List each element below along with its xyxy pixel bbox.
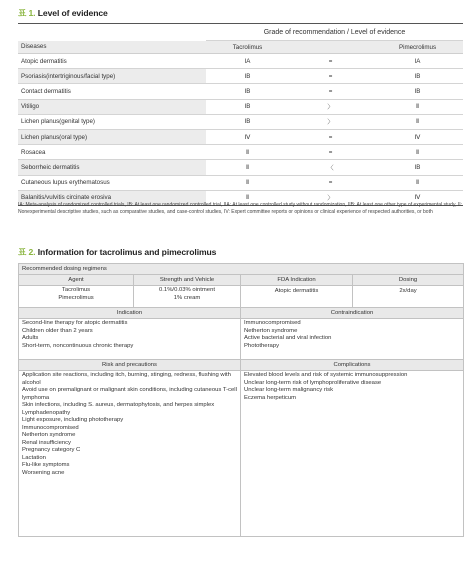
table1-title-number: 표 1. — [18, 8, 36, 18]
disease-cell: Psoriasis(intertriginous/facial type) — [18, 69, 206, 84]
table-row — [18, 99, 463, 114]
disease-cell: Cutaneous lupus erythematosus — [18, 175, 206, 190]
tacrolimus-cell: IB — [206, 84, 289, 99]
pimecrolimus-cell: Ⅳ — [372, 129, 463, 144]
list-item: Immunocompromised — [244, 320, 301, 326]
evidence-table — [18, 23, 463, 206]
complications-list — [241, 371, 464, 537]
list-item: Pregnancy category C — [22, 447, 81, 453]
col-agent: Agent — [19, 275, 134, 286]
list-item: Light exposure, including phototherapy — [22, 417, 124, 423]
dosing-cell: 2x/day — [353, 286, 464, 308]
table-row — [18, 175, 463, 190]
agent-name: Pimecrolimus — [58, 294, 94, 301]
tacrolimus-cell: Ⅱ — [206, 175, 289, 190]
list-item: Adults — [22, 335, 39, 341]
comparison-cell: 〉 — [289, 99, 372, 114]
table-row — [18, 160, 463, 175]
risk-header-row — [19, 360, 464, 371]
dosing-section-header: Recommended dosing regimens — [19, 264, 464, 275]
pimecrolimus-cell: Ⅱ — [372, 99, 463, 114]
col-diseases: Diseases — [18, 41, 206, 54]
pimecrolimus-cell: Ⅳ — [372, 190, 463, 205]
disease-cell: Balanitis/vulvitis circinate erosiva — [18, 190, 206, 205]
indication-list — [19, 319, 241, 360]
pimecrolimus-cell: IA — [372, 54, 463, 69]
list-item: Lymphadenopathy — [22, 409, 71, 416]
disease-cell: Seborrheic dermatitis — [18, 160, 206, 175]
tacrolimus-cell: Ⅱ — [206, 190, 289, 205]
evidence-table-blank-cell — [18, 24, 206, 41]
pimecrolimus-cell: IB — [372, 84, 463, 99]
table-row — [18, 84, 463, 99]
indication-row — [19, 319, 464, 360]
list-item: Phototherapy — [244, 342, 280, 349]
pimecrolimus-cell: IB — [372, 160, 463, 175]
list-item: Unclear long-term malignancy risk — [244, 387, 334, 393]
col-fda-indication: FDA Indication — [241, 275, 353, 286]
col-dosing: Dosing — [353, 275, 464, 286]
table2-title-text: Information for tacrolimus and pimecrolimus — [37, 247, 217, 257]
disease-cell: Lichen planus(oral type) — [18, 129, 206, 144]
pimecrolimus-cell: IB — [372, 69, 463, 84]
drug-information-table — [18, 263, 464, 537]
evidence-table-group-header-row — [18, 24, 463, 41]
comparison-cell: 〉 — [289, 190, 372, 205]
table1-title — [18, 7, 108, 19]
table-row — [18, 54, 463, 69]
table1-title-text: Level of evidence — [37, 8, 108, 18]
list-item: Second-line therapy for atopic dermatitis — [22, 320, 128, 326]
table-row — [18, 69, 463, 84]
list-item: Netherton syndrome — [22, 432, 76, 438]
list-item: Netherton syndrome — [244, 327, 298, 334]
col-compare — [289, 41, 372, 54]
col-strength: Strength and Vehicle — [134, 275, 241, 286]
strength-value: 0.1%/0.03% ointment — [159, 287, 215, 293]
strength-cell — [134, 286, 241, 308]
agent-cell — [19, 286, 134, 308]
comparison-cell: = — [289, 145, 372, 160]
table2-title — [18, 246, 216, 258]
table-row — [18, 114, 463, 129]
disease-cell: Rosacea — [18, 145, 206, 160]
pimecrolimus-cell: Ⅱ — [372, 114, 463, 129]
list-item: Renal insufficiency — [22, 439, 72, 446]
comparison-cell: 〉 — [289, 114, 372, 129]
complications-header: Complications — [241, 360, 464, 371]
table-row — [18, 145, 463, 160]
list-item: Flu-like symptoms — [22, 462, 70, 468]
comparison-cell: = — [289, 175, 372, 190]
tacrolimus-cell: Ⅱ — [206, 160, 289, 175]
strength-value: 1% cream — [173, 294, 201, 301]
list-item: Skin infections, including S. aureus, dermatophytosis, and herpes simplex — [22, 402, 215, 408]
evidence-table-footnote: IA: Meta-analysis of randomized controlled trials, IB: At least one randomized controlled trial, IIA: At least one controlled study without randomization, IIB: At least one other type of experimental study, II: Nonexperimental descriptive studies, such as comparative studies, and case-control studies, IV: Expert committee reports or opinions or clinical experience of respected authorities, or both — [18, 202, 463, 216]
list-item: Children older than 2 years — [22, 327, 93, 334]
comparison-cell: = — [289, 69, 372, 84]
table2-title-number: 표 2. — [18, 247, 36, 257]
comparison-cell: = — [289, 54, 372, 69]
tacrolimus-cell: IB — [206, 69, 289, 84]
list-item: Unclear long-term risk of lymphoproliferative disease — [244, 379, 382, 386]
disease-cell: Vitiligo — [18, 99, 206, 114]
tacrolimus-cell: Ⅱ — [206, 145, 289, 160]
dosing-row — [19, 286, 464, 308]
list-item: Eczema herpeticum — [244, 394, 297, 401]
contraindication-header: Contraindication — [241, 308, 464, 319]
list-item: Immunocompromised — [22, 424, 79, 431]
tacrolimus-cell: IB — [206, 99, 289, 114]
tacrolimus-cell: IA — [206, 54, 289, 69]
risk-row — [19, 371, 464, 537]
grade-group-header: Grade of recommendation / Level of evidence — [206, 24, 463, 41]
list-item: Lactation — [22, 454, 46, 461]
col-pimecrolimus: Pimecrolimus — [372, 41, 463, 54]
list-item: Worsening acne — [22, 469, 65, 476]
list-item: Elevated blood levels and risk of systemic immunosuppression — [244, 372, 408, 378]
disease-cell: Lichen planus(genital type) — [18, 114, 206, 129]
table-row — [18, 129, 463, 144]
disease-cell: Atopic dermatitis — [18, 54, 206, 69]
indication-header-row — [19, 308, 464, 319]
pimecrolimus-cell: Ⅱ — [372, 175, 463, 190]
col-tacrolimus: Tacrolimus — [206, 41, 289, 54]
comparison-cell: 〈 — [289, 160, 372, 175]
tacrolimus-cell: Ⅳ — [206, 129, 289, 144]
list-item: Active bacterial and viral infection — [244, 335, 332, 341]
risk-list — [19, 371, 241, 537]
list-item: Short-term, noncontinuous chronic therapy — [22, 342, 134, 349]
pimecrolimus-cell: Ⅱ — [372, 145, 463, 160]
fda-indication-cell: Atopic dermatitis — [241, 286, 353, 308]
risk-header: Risk and precautions — [19, 360, 241, 371]
comparison-cell: = — [289, 84, 372, 99]
dosing-section-header-row — [19, 264, 464, 275]
dosing-column-header-row — [19, 275, 464, 286]
agent-name: Tacrolimus — [61, 287, 91, 293]
list-item: Application site reactions, including itch, burning, stinging, redness, flushing with alcohol — [22, 372, 231, 386]
evidence-table-column-header-row — [18, 41, 463, 54]
tacrolimus-cell: IB — [206, 114, 289, 129]
contraindication-list — [241, 319, 464, 360]
disease-cell: Contact dermatitis — [18, 84, 206, 99]
list-item: Avoid use on premalignant or malignant skin conditions, including cutaneous T-cell lymphoma — [22, 387, 237, 401]
indication-header: Indication — [19, 308, 241, 319]
comparison-cell: = — [289, 129, 372, 144]
